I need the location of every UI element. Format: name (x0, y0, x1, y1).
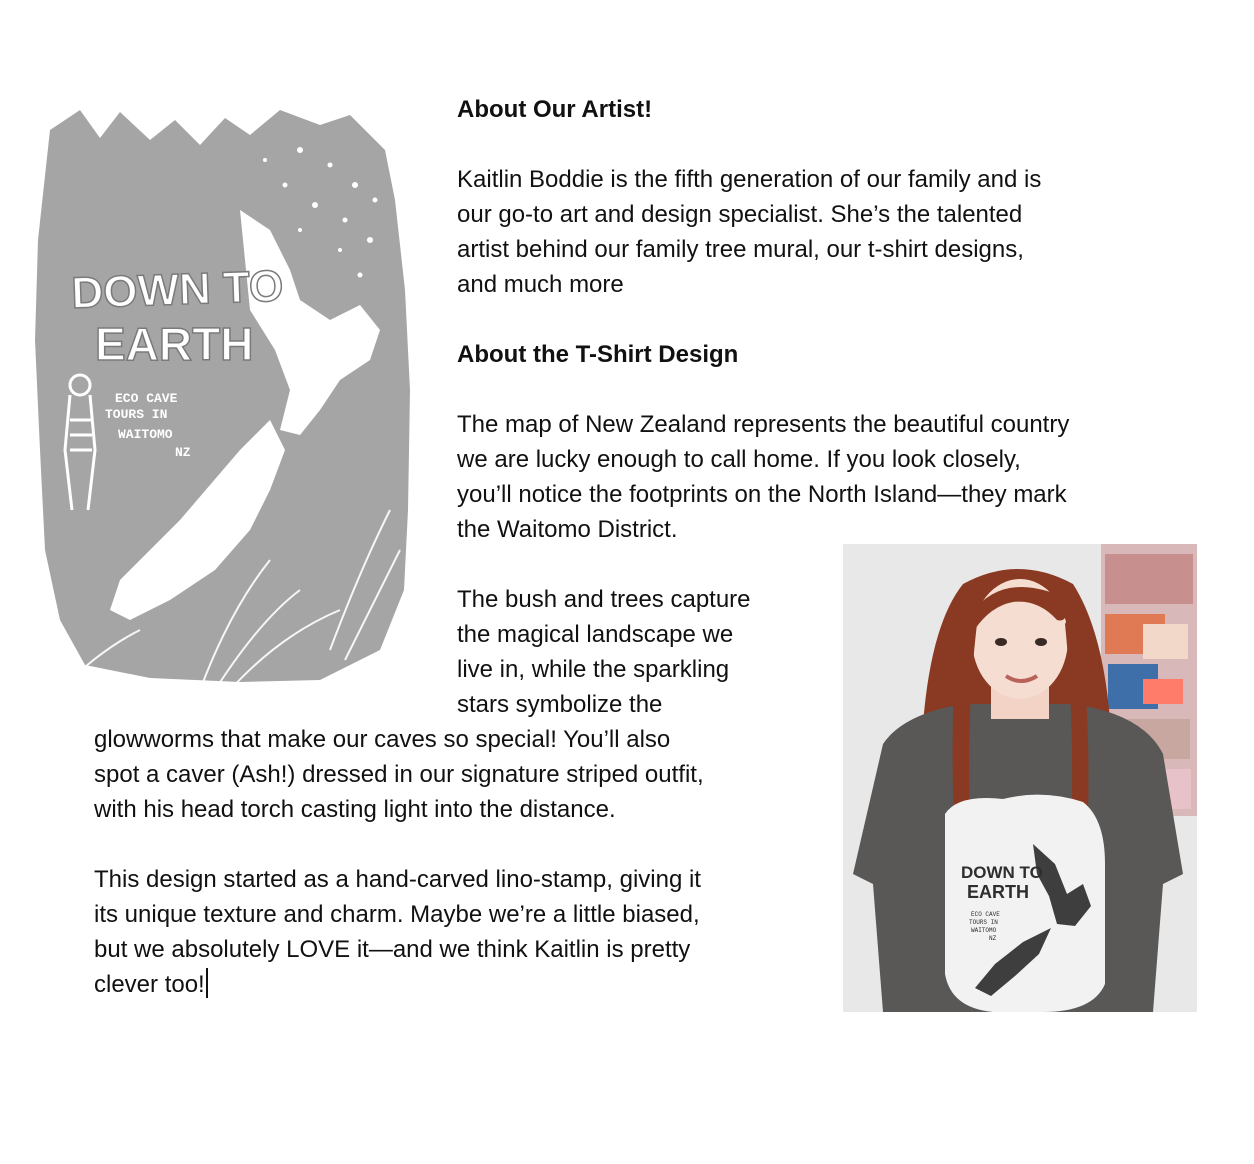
bush-line-3: live in, while the sparkling (457, 656, 730, 683)
artist-line-4: and much more (457, 271, 624, 298)
shirt-title-line1: DOWN TO (961, 863, 1043, 882)
lino-line-2: its unique texture and charm. Maybe we’re a little biased, (94, 901, 700, 928)
bush-line-5: glowworms that make our caves so special! You’ll also (94, 726, 671, 753)
shirt-tagline-3: WAITOMO (971, 927, 997, 934)
heading-tshirt-design: About the T-Shirt Design (457, 341, 739, 368)
bush-line-6: spot a caver (Ash!) dressed in our signature striped outfit, (94, 761, 704, 788)
lino-line-1: This design started as a hand-carved lino-stamp, giving it (94, 866, 701, 893)
artist-line-1: Kaitlin Boddie is the fifth generation of our family and is (457, 166, 1042, 193)
design-line-1: The map of New Zealand represents the beautiful country (457, 411, 1070, 438)
design-line-2: we are lucky enough to call home. If you look closely, (457, 446, 1021, 473)
artist-line-2: our go-to art and design specialist. She’s the talented (457, 201, 1023, 228)
shirt-tagline-4: NZ (989, 935, 997, 942)
stamp-tagline-1: ECO CAVE (115, 391, 178, 406)
artist-line-3: artist behind our family tree mural, our t-shirt designs, (457, 236, 1024, 263)
lino-line-3: but we absolutely LOVE it—and we think Kaitlin is pretty (94, 936, 691, 963)
stamp-tagline-3: WAITOMO (118, 427, 173, 442)
bush-line-2: the magical landscape we (457, 621, 734, 648)
bush-line-1: The bush and trees capture (457, 586, 751, 613)
shirt-tagline-1: ECO CAVE (971, 911, 1000, 918)
lino-line-4-text: clever too! (94, 971, 205, 998)
lino-line-4[interactable] (94, 967, 208, 1002)
artist-photo (843, 544, 1197, 1012)
bush-line-4: stars symbolize the (457, 691, 663, 718)
down-to-earth-stamp-artwork (0, 90, 440, 720)
artist-photo-illustration (843, 544, 1197, 1012)
design-line-3: you’ll notice the footprints on the North Island—they mark (457, 481, 1067, 508)
design-line-4: the Waitomo District. (457, 516, 678, 543)
shirt-tagline-2: TOURS IN (969, 919, 998, 926)
shirt-title-line2: EARTH (967, 882, 1029, 902)
stamp-tagline-2: TOURS IN (105, 407, 168, 422)
stamp-title-line1: DOWN TO (70, 261, 285, 318)
heading-about-artist: About Our Artist! (457, 96, 653, 123)
stamp-title-line2: EARTH (95, 318, 254, 370)
bush-line-7: with his head torch casting light into the distance. (94, 796, 616, 823)
stamp-tagline-4: NZ (175, 445, 191, 460)
text-cursor (206, 968, 208, 998)
